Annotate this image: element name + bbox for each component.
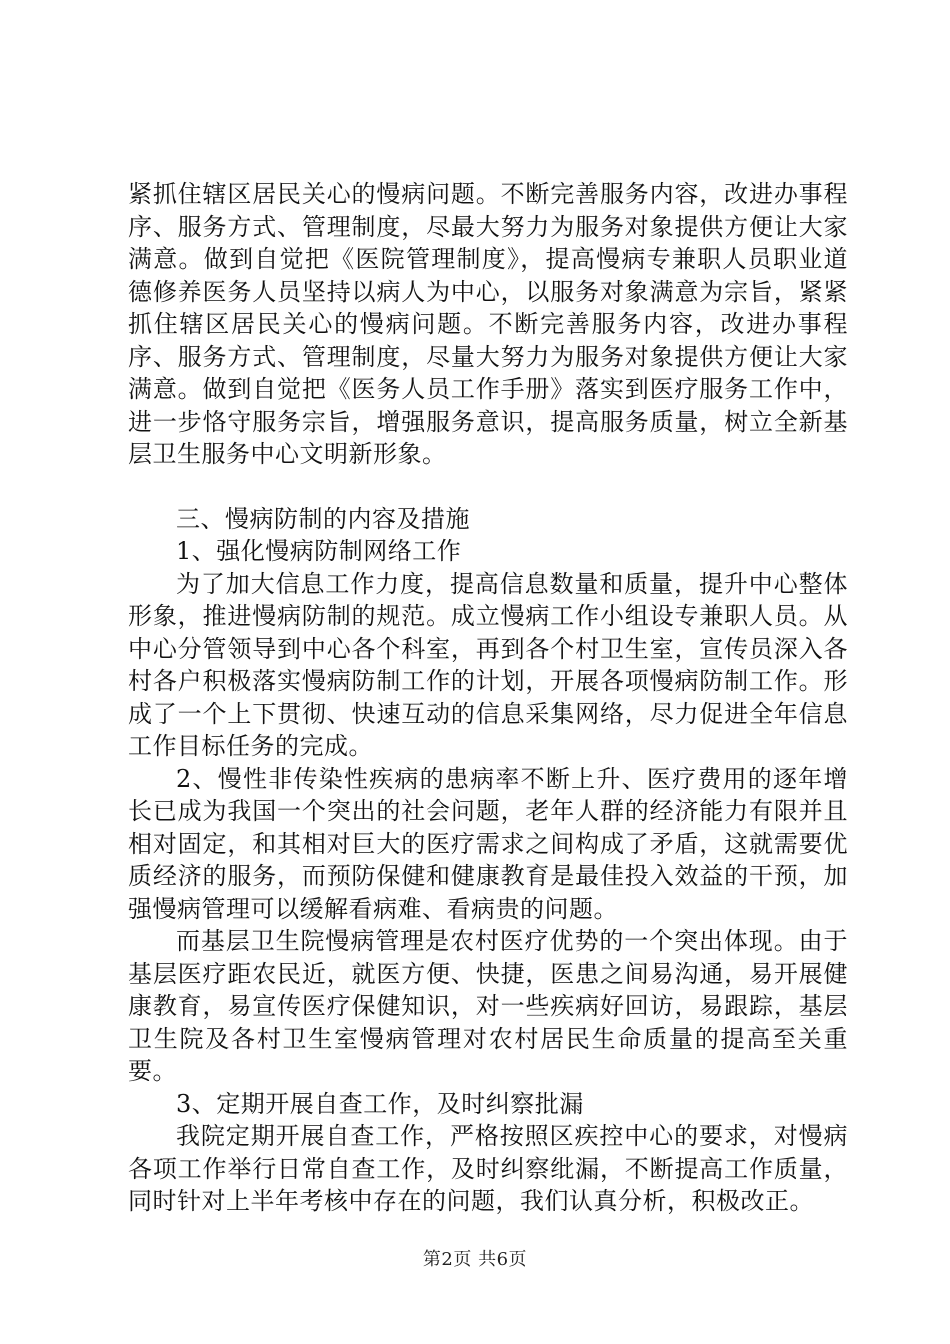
page-number-footer: 第2页 共6页 (422, 1249, 528, 1270)
paragraph-service-improvement: 紧抓住辖区居民关心的慢病问题。不断完善服务内容，改进办事程序、服务方式、管理制度，尽最大努力为服务对象提供方便让大家满意。做到自觉把《医院管理制度》，提高慢病专兼职人员职业道德修养医务人员坚持以病人为中心，以服务对象满意为宗旨，紧紧抓住辖区居民关心的慢病问题。不断完善服务内容，改进办事程序、服务方式、管理制度，尽量大努力为服务对象提供方便让大家满意。做到自觉把《医务人员工作手册》落实到医疗服务工作中，进一步恪守服务宗旨，增强服务意识，提高服务质量，树立全新基层卫生服务中心文明新形象。 (128, 180, 848, 468)
subheading-network-work: 1、强化慢病防制网络工作 (176, 537, 462, 565)
section-heading-chronic-disease-measures: 三、慢病防制的内容及措施 (176, 504, 470, 533)
paragraph-self-inspection: 我院定期开展自查工作，严格按照区疾控中心的要求，对慢病各项工作举行日常自查工作，及时纠察纰漏，不断提高工作质量，同时针对上半年考核中存在的问题，我们认真分析，积极改正。 (128, 1122, 848, 1215)
paragraph-chronic-disease-prevalence: 2、慢性非传染性疾病的患病率不断上升、医疗费用的逐年增长已成为我国一个突出的社会问题，老年人群的经济能力有限并且相对固定，和其相对巨大的医疗需求之间构成了矛盾，这就需要优质经济的服务，而预防保健和健康教育是最佳投入效益的干预，加强慢病管理可以缓解看病难、看病贵的问题。 (128, 764, 848, 923)
paragraph-gap (128, 471, 848, 503)
paragraph-rural-health-management: 而基层卫生院慢病管理是农村医疗优势的一个突出体现。由于基层医疗距农民近，就医方便、快捷，医患之间易沟通，易开展健康教育，易宣传医疗保健知识，对一些疾病好回访，易跟踪，基层卫生院及各村卫生室慢病管理对农村居民生命质量的提高至关重要。 (128, 927, 848, 1085)
subheading-self-inspection: 3、定期开展自查工作，及时纠察批漏 (176, 1089, 584, 1118)
document-body (128, 178, 848, 1218)
paragraph-network-work: 为了加大信息工作力度，提高信息数量和质量，提升中心整体形象，推进慢病防制的规范。成立慢病工作小组设专兼职人员。从中心分管领导到中心各个科室，再到各个村卫生室，宣传员深入各村各户积极落实慢病防制工作的计划，开展各项慢病防制工作。形成了一个上下贯彻、快速互动的信息采集网络，尽力促进全年信息工作目标任务的完成。 (128, 569, 848, 760)
